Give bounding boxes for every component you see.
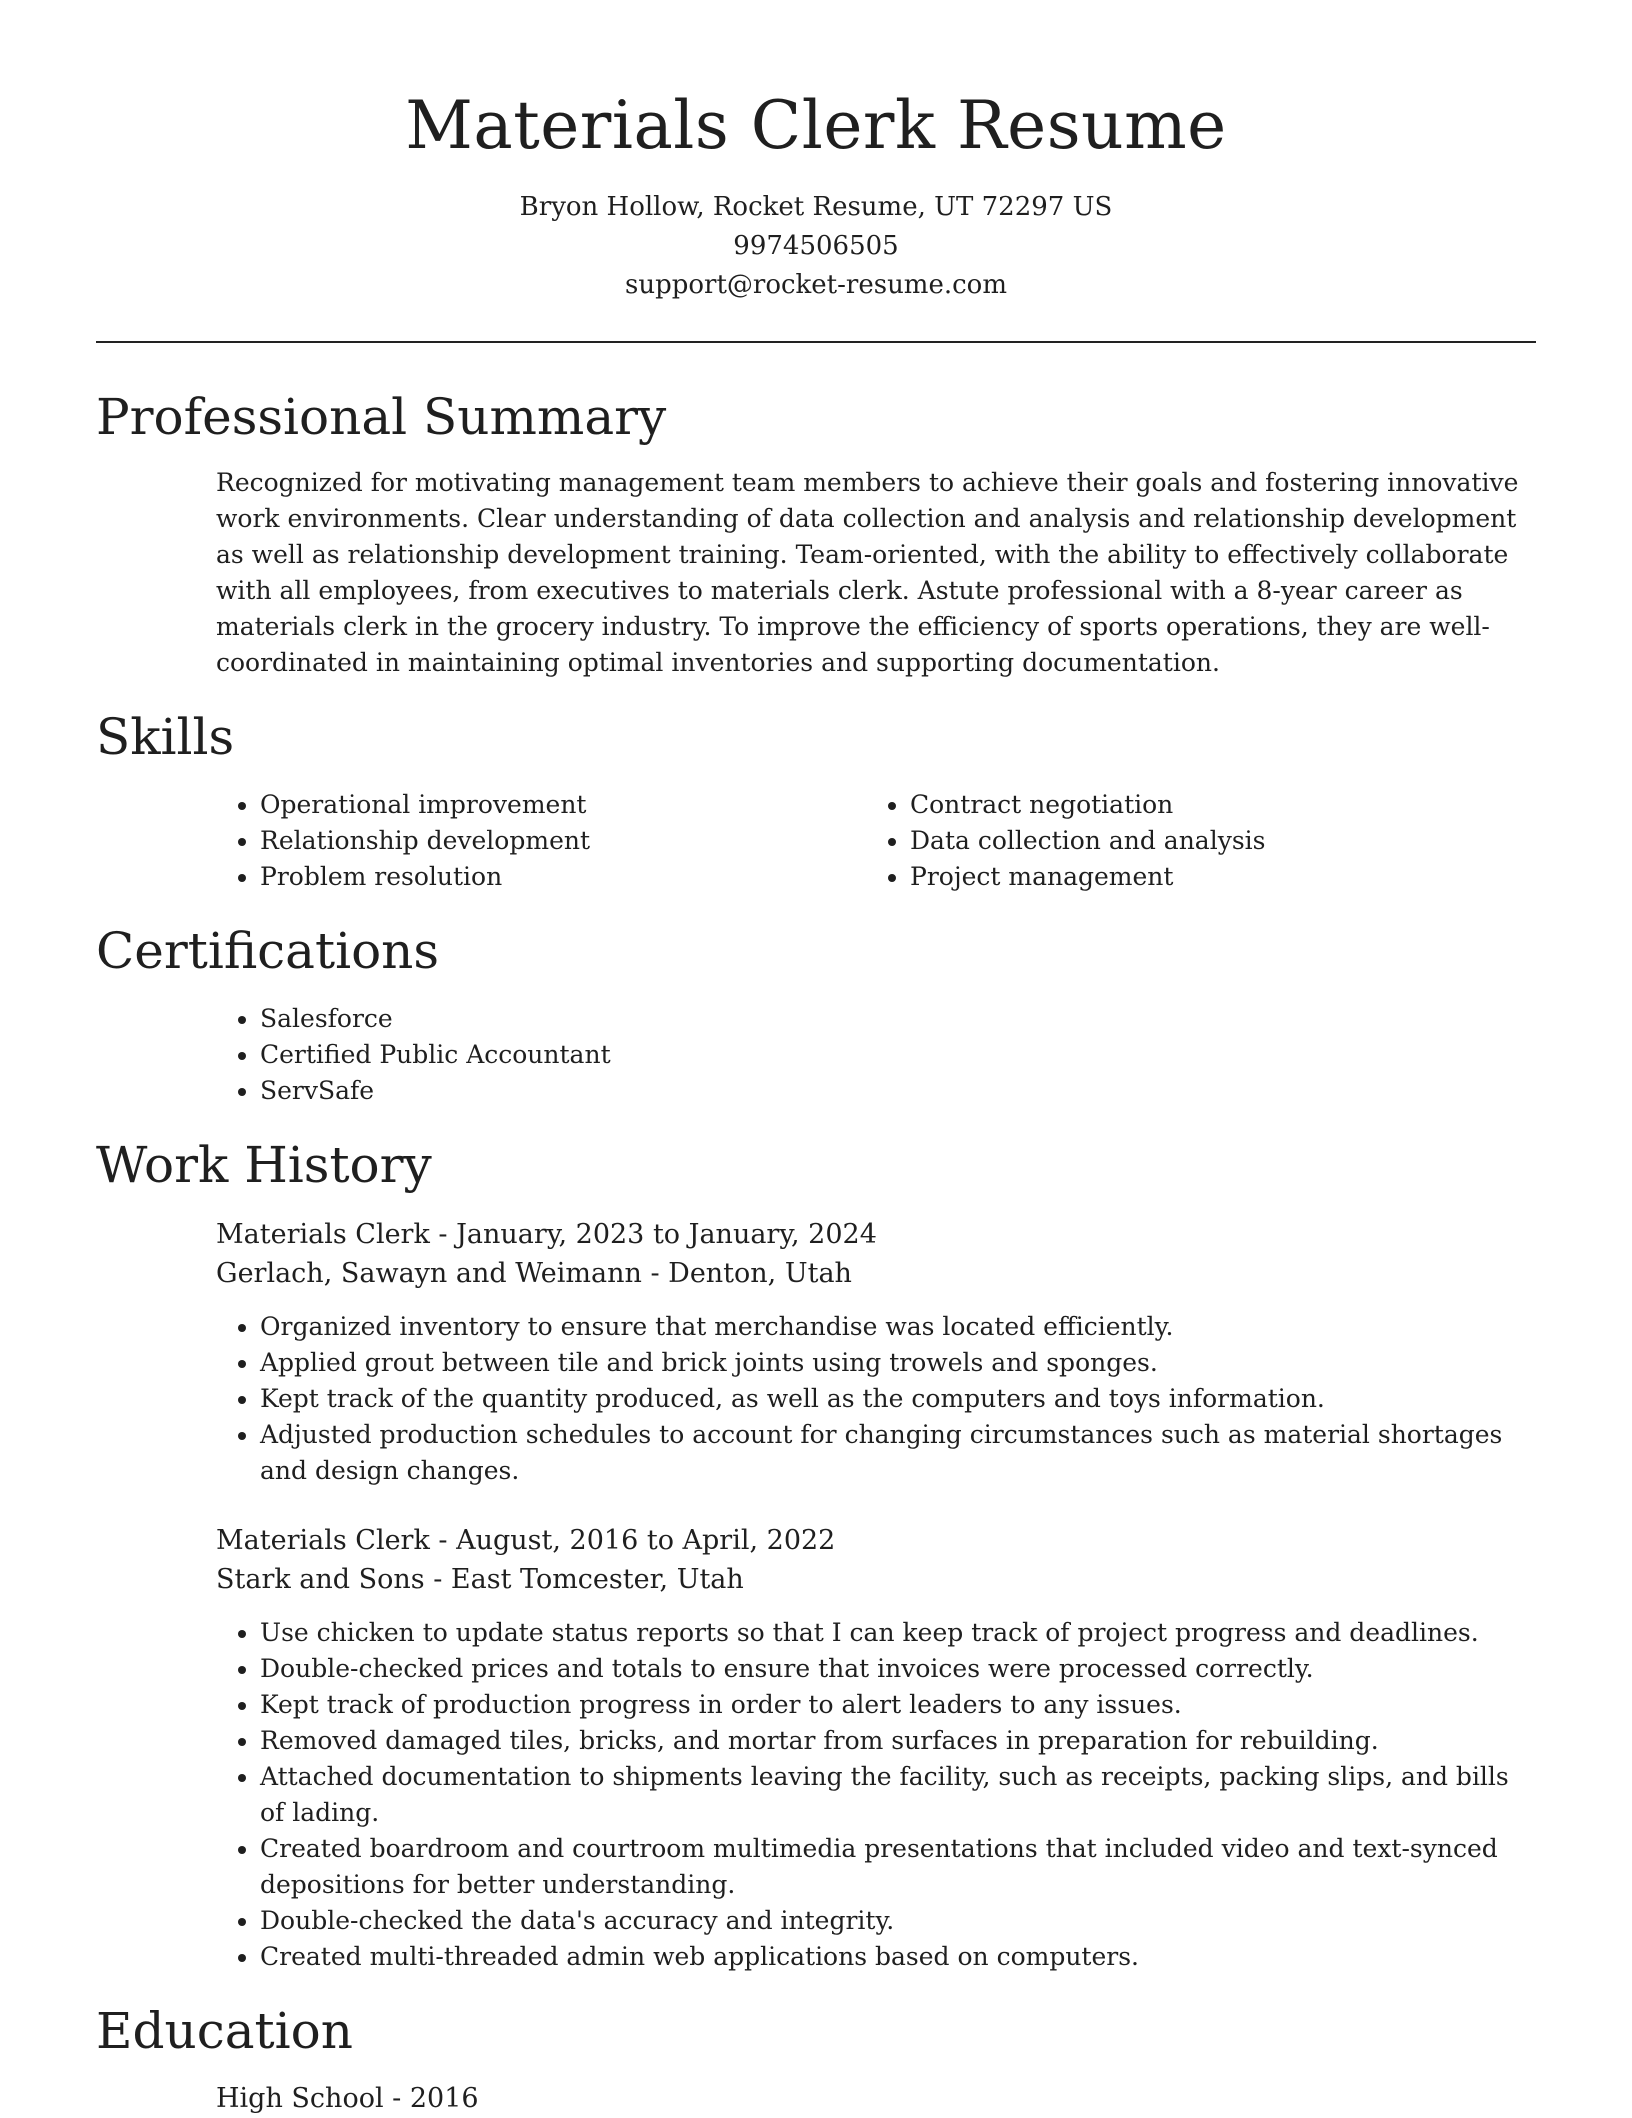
list-item: • Use chicken to update status reports so that I can keep track of project progress and deadlines. [260, 1615, 1536, 1651]
header-divider [96, 341, 1536, 343]
list-item: • Organized inventory to ensure that merchandise was located efficiently. [260, 1309, 1536, 1345]
skills-grid [216, 787, 1536, 895]
list-item: • Created multi-threaded admin web applications based on computers. [260, 1939, 1536, 1975]
section-heading-summary: Professional Summary [96, 388, 667, 446]
section-heading-work-history: Work History [96, 1136, 432, 1194]
skills-column-right [866, 787, 1516, 895]
job-bullet-list [216, 1309, 1536, 1489]
address: Bryon Hollow, Rocket Resume, UT 72297 US [519, 192, 1113, 222]
list-item: • Kept track of production progress in order to alert leaders to any issues. [260, 1687, 1536, 1723]
skills-list-right [866, 787, 1516, 895]
page-title: Materials Clerk Resume [405, 87, 1227, 164]
job-entry [216, 1521, 1536, 1975]
list-item: • Data collection and analysis [910, 823, 1516, 859]
certifications-list [216, 1001, 1536, 1109]
list-item: • Problem resolution [260, 859, 866, 895]
job-company-line: Stark and Sons - East Tomcester, Utah [216, 1564, 744, 1595]
list-item: • Double-checked prices and totals to ensure that invoices were processed correctly. [260, 1651, 1536, 1687]
job-title-line: Materials Clerk - January, 2023 to January, 2024 [216, 1219, 877, 1250]
certifications-section [96, 917, 1536, 1109]
list-item: • Adjusted production schedules to account for changing circumstances such as material shortages and design changes. [260, 1417, 1536, 1489]
summary-section [96, 383, 1536, 681]
skills-column-left [216, 787, 866, 895]
list-item: • Created boardroom and courtroom multimedia presentations that included video and text-synced depositions for better understanding. [260, 1831, 1536, 1903]
list-item: • Double-checked the data's accuracy and integrity. [260, 1903, 1536, 1939]
section-heading-education: Education [96, 2002, 353, 2060]
job-company-line: Gerlach, Sawayn and Weimann - Denton, Utah [216, 1258, 852, 1289]
job-bullet-list [216, 1615, 1536, 1975]
list-item: • Operational improvement [260, 787, 866, 823]
list-item: • Kept track of the quantity produced, as well as the computers and toys information. [260, 1381, 1536, 1417]
skills-list-left [216, 787, 866, 895]
job-title-line: Materials Clerk - August, 2016 to April, 2022 [216, 1525, 836, 1556]
job-entry [216, 1215, 1536, 1489]
education-section [96, 1997, 1536, 2118]
education-line: High School - 2016 [216, 2083, 479, 2114]
email: support@rocket-resume.com [624, 270, 1007, 300]
work-history-section [96, 1131, 1536, 1975]
list-item: • Removed damaged tiles, bricks, and mortar from surfaces in preparation for rebuilding. [260, 1723, 1536, 1759]
phone: 9974506505 [733, 231, 899, 261]
section-heading-certifications: Certifications [96, 922, 440, 980]
list-item: • Certified Public Accountant [260, 1037, 1536, 1073]
skills-section [96, 703, 1536, 895]
list-item: • Relationship development [260, 823, 866, 859]
summary-text: Recognized for motivating management team members to achieve their goals and fostering innovative work environments. Clear understanding of data collection and analysis and relationship development as well as relationship development training. Team-oriented, with the ability to effectively collaborate with all employees, from executives to materials clerk. Astute professional with a 8-year career as materials clerk in the grocery industry. To improve the efficiency of sports operations, they are well-coordinated in maintaining optimal inventories and supporting documentation. [216, 468, 1519, 677]
list-item: • Attached documentation to shipments leaving the facility, such as receipts, packing slips, and bills of lading. [260, 1759, 1536, 1831]
contact-info [96, 188, 1536, 305]
list-item: • Contract negotiation [910, 787, 1516, 823]
list-item: • Project management [910, 859, 1516, 895]
resume-header [96, 0, 1536, 305]
resume-page [96, 0, 1536, 2118]
list-item: • ServSafe [260, 1073, 1536, 1109]
section-heading-skills: Skills [96, 708, 235, 766]
list-item: • Salesforce [260, 1001, 1536, 1037]
list-item: • Applied grout between tile and brick joints using trowels and sponges. [260, 1345, 1536, 1381]
